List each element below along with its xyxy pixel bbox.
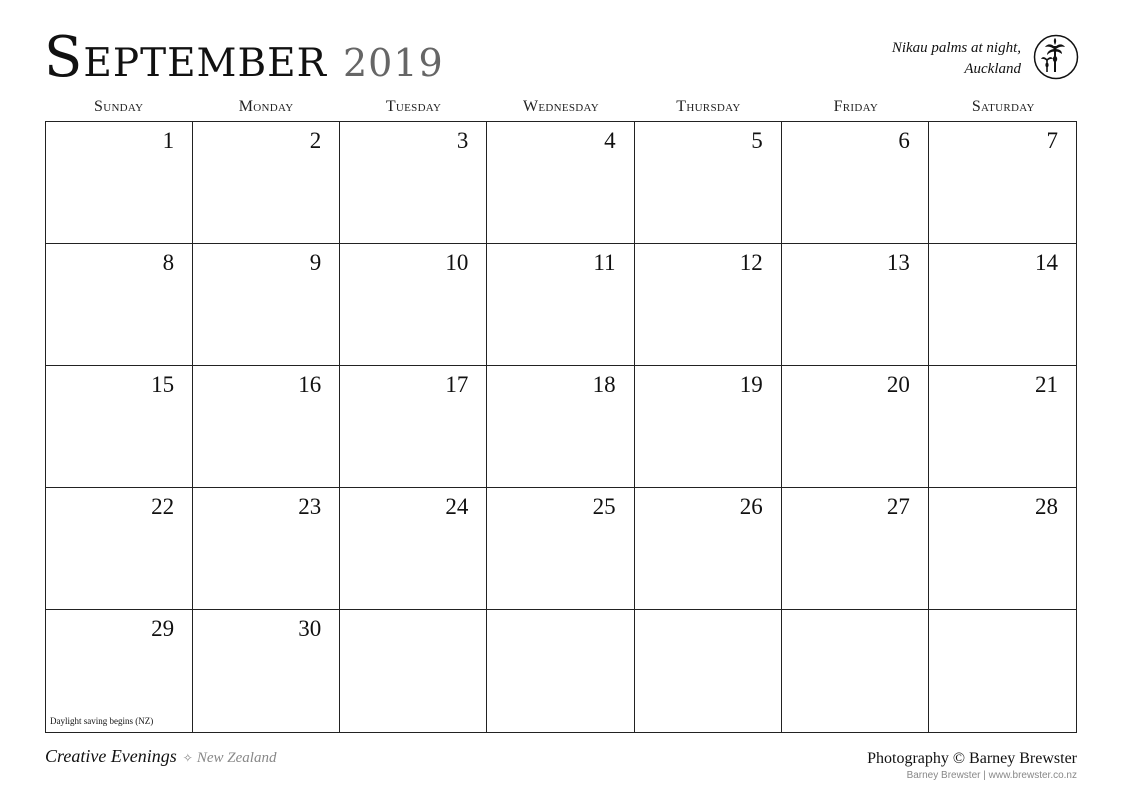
month-title: September	[44, 25, 327, 90]
nikau-palm-moon-icon	[1033, 34, 1079, 80]
day-cell[interactable]	[929, 488, 1076, 610]
day-cell[interactable]	[782, 122, 929, 244]
day-cell[interactable]	[193, 122, 340, 244]
day-number: 15	[151, 372, 175, 397]
day-cell[interactable]	[929, 122, 1076, 244]
day-number: 28	[1034, 494, 1058, 519]
day-number: 18	[592, 372, 616, 397]
page-title	[44, 25, 444, 90]
day-cell[interactable]	[193, 610, 340, 732]
day-cell[interactable]	[635, 244, 782, 366]
weekday-monday: Monday	[238, 98, 294, 115]
day-number: 19	[739, 372, 763, 397]
day-number: 22	[151, 494, 175, 519]
day-cell[interactable]	[340, 366, 487, 488]
day-number: 14	[1034, 250, 1058, 275]
day-number: 26	[739, 494, 763, 519]
calendar-grid	[45, 121, 1077, 733]
diamond-separator-icon: ✧	[182, 751, 193, 765]
day-cell[interactable]	[635, 122, 782, 244]
empty-day-cell	[929, 610, 1076, 732]
day-number: 1	[162, 128, 175, 153]
empty-day-cell	[635, 610, 782, 732]
day-number: 8	[162, 250, 175, 275]
day-cell[interactable]	[46, 488, 193, 610]
day-cell[interactable]	[46, 366, 193, 488]
day-cell[interactable]	[635, 366, 782, 488]
day-cell[interactable]	[340, 122, 487, 244]
day-number: 21	[1034, 372, 1058, 397]
day-number: 24	[445, 494, 469, 519]
day-cell[interactable]	[46, 122, 193, 244]
day-number: 11	[593, 250, 616, 275]
day-cell[interactable]	[635, 488, 782, 610]
day-cell[interactable]	[782, 244, 929, 366]
photo-caption-line-1: Nikau palms at night,	[891, 40, 1021, 56]
weekday-saturday: Saturday	[971, 98, 1035, 115]
empty-day-cell	[487, 610, 634, 732]
day-cell[interactable]	[193, 366, 340, 488]
day-number: 17	[445, 372, 469, 397]
day-number: 23	[298, 494, 322, 519]
photo-caption-line-2: Auckland	[964, 61, 1021, 77]
region-name: New Zealand	[196, 750, 277, 766]
weekday-friday: Friday	[833, 98, 879, 115]
day-cell[interactable]	[929, 244, 1076, 366]
day-number: 7	[1046, 128, 1058, 153]
year-title: 2019	[342, 41, 444, 85]
day-cell[interactable]	[340, 244, 487, 366]
day-number: 27	[886, 494, 910, 519]
weekday-sunday: Sunday	[94, 98, 144, 115]
day-cell[interactable]	[487, 488, 634, 610]
empty-day-cell	[782, 610, 929, 732]
day-cell[interactable]	[782, 488, 929, 610]
weekday-thursday: Thursday	[676, 98, 741, 115]
day-number: 29	[151, 616, 175, 641]
day-number: 13	[886, 250, 910, 275]
website-credit: Barney Brewster | www.brewster.co.nz	[906, 770, 1077, 781]
day-number: 2	[309, 128, 322, 153]
weekday-wednesday: Wednesday	[522, 98, 600, 115]
day-number: 4	[604, 128, 616, 153]
day-number: 16	[298, 372, 322, 397]
day-number: 6	[898, 128, 910, 153]
day-cell[interactable]	[193, 488, 340, 610]
weekday-header-row	[45, 98, 1077, 116]
day-number: 30	[298, 616, 322, 641]
day-cell[interactable]	[929, 366, 1076, 488]
empty-day-cell	[340, 610, 487, 732]
day-number: 9	[309, 250, 322, 275]
footer-brand-block	[45, 746, 276, 767]
day-number: 3	[456, 128, 469, 153]
day-number: 5	[751, 128, 763, 153]
day-number: 12	[739, 250, 763, 275]
photo-caption	[892, 38, 1021, 80]
day-cell[interactable]	[46, 610, 193, 732]
weekday-tuesday: Tuesday	[385, 98, 442, 115]
day-cell[interactable]	[487, 122, 634, 244]
day-cell[interactable]	[487, 366, 634, 488]
day-number: 20	[886, 372, 910, 397]
day-cell[interactable]	[46, 244, 193, 366]
day-cell[interactable]	[782, 366, 929, 488]
daylight-saving-note: Daylight saving begins (NZ)	[50, 716, 154, 726]
day-number: 25	[592, 494, 616, 519]
day-number: 10	[445, 250, 469, 275]
photo-credit: Photography © Barney Brewster	[867, 750, 1077, 767]
brand-name: Creative Evenings	[45, 746, 177, 766]
day-cell[interactable]	[487, 244, 634, 366]
footer-credit-block	[867, 749, 1077, 783]
day-cell[interactable]	[340, 488, 487, 610]
day-cell[interactable]	[193, 244, 340, 366]
